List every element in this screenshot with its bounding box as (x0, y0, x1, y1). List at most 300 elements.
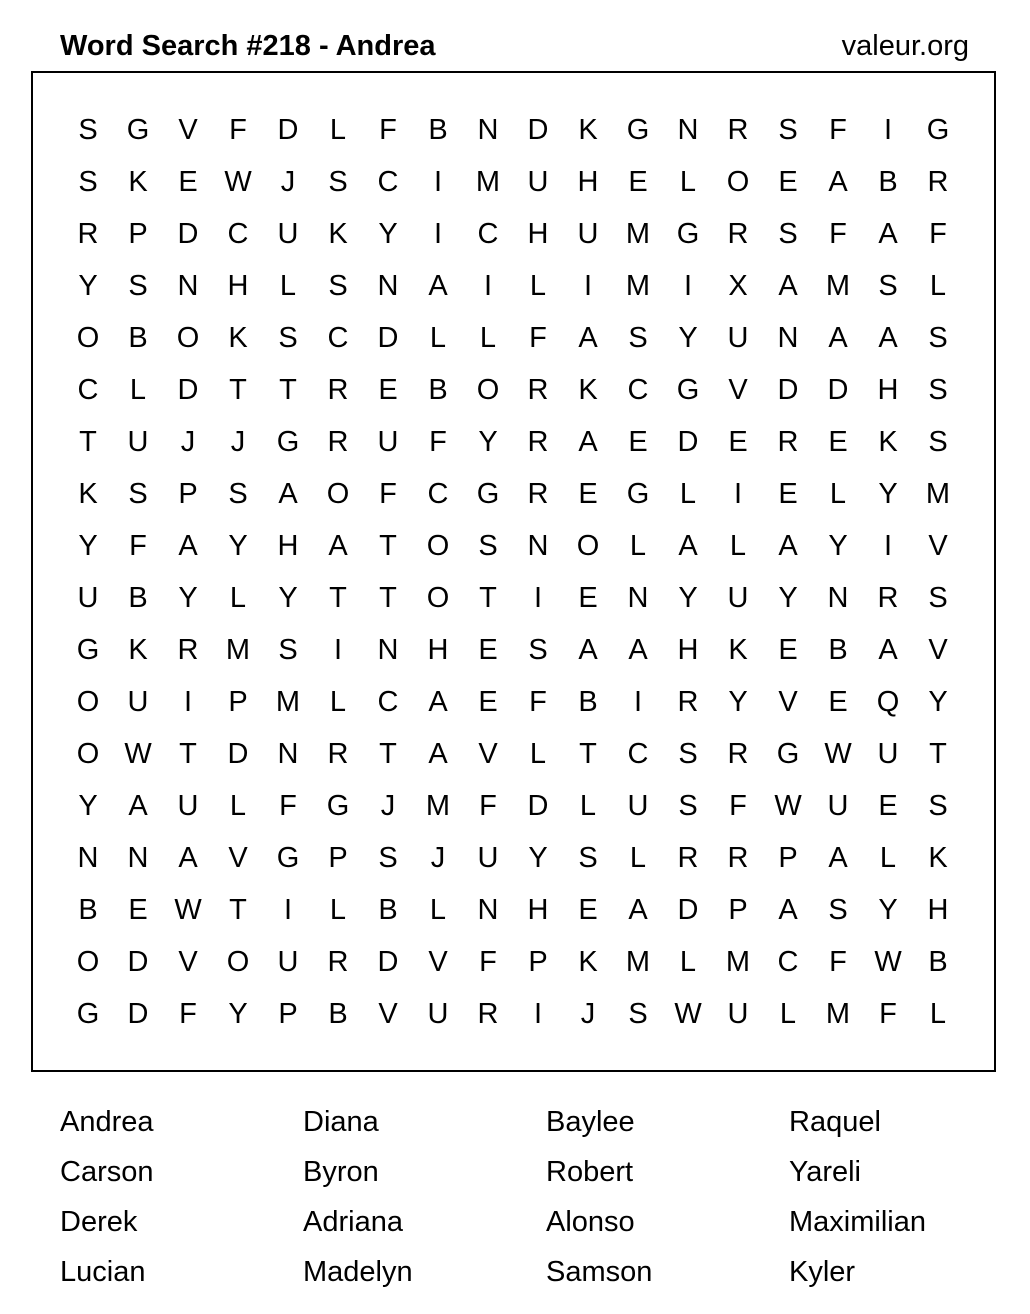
word-list-item: Derek (60, 1206, 138, 1238)
grid-letter: M (625, 217, 651, 250)
grid-letter: A (428, 269, 448, 302)
grid-letter: G (676, 373, 700, 406)
grid-letter: G (776, 737, 800, 770)
grid-letter: J (180, 425, 196, 458)
grid-letter: F (179, 997, 197, 1030)
grid-letter: R (527, 477, 549, 510)
grid-letter: N (627, 581, 649, 614)
grid-letter: H (927, 893, 949, 926)
grid-letter: V (478, 737, 498, 770)
grid-letter: D (527, 113, 549, 146)
grid-letter: R (327, 737, 349, 770)
grid-letter: F (479, 945, 497, 978)
grid-letter: K (128, 165, 148, 198)
grid-letter: C (377, 165, 399, 198)
word-list-item: Yareli (789, 1156, 861, 1188)
grid-letter: V (428, 945, 448, 978)
grid-letter: N (477, 893, 499, 926)
grid-letter: Y (278, 581, 298, 614)
grid-letter: L (329, 113, 347, 146)
grid-letter: H (527, 217, 549, 250)
grid-letter: F (529, 685, 547, 718)
grid-letter: O (326, 477, 350, 510)
grid-letter: E (778, 165, 798, 198)
grid-letter: A (878, 217, 898, 250)
grid-letter: O (76, 737, 100, 770)
grid-letter: F (379, 477, 397, 510)
word-list-item: Adriana (303, 1206, 403, 1238)
grid-letter: S (678, 789, 698, 822)
grid-letter: U (827, 789, 849, 822)
grid-letter: E (828, 425, 848, 458)
grid-letter: F (479, 789, 497, 822)
grid-letter: E (378, 373, 398, 406)
grid-letter: I (683, 269, 693, 302)
grid-letter: E (778, 477, 798, 510)
grid-letter: L (929, 997, 947, 1030)
grid-letter: U (77, 581, 99, 614)
grid-letter: V (178, 945, 198, 978)
grid-letter: O (226, 945, 250, 978)
grid-letter: R (327, 425, 349, 458)
grid-letter: I (533, 997, 543, 1030)
grid-letter: F (929, 217, 947, 250)
grid-letter: E (778, 633, 798, 666)
grid-letter: H (227, 269, 249, 302)
grid-letter: I (633, 685, 643, 718)
grid-letter: B (878, 165, 898, 198)
grid-letter: N (177, 269, 199, 302)
grid-letter: N (527, 529, 549, 562)
grid-letter: C (627, 737, 649, 770)
grid-letter: T (279, 373, 297, 406)
grid-letter: D (177, 373, 199, 406)
grid-letter: P (278, 997, 298, 1030)
grid-letter: L (329, 893, 347, 926)
grid-letter: H (427, 633, 449, 666)
grid-letter: H (677, 633, 699, 666)
grid-letter: P (728, 893, 748, 926)
grid-letter: N (477, 113, 499, 146)
grid-letter: C (227, 217, 249, 250)
grid-letter: D (127, 945, 149, 978)
grid-letter: T (179, 737, 197, 770)
grid-letter: B (928, 945, 948, 978)
grid-letter: S (778, 217, 798, 250)
grid-letter: A (778, 529, 798, 562)
grid-letter: E (478, 685, 498, 718)
word-list-item: Carson (60, 1156, 154, 1188)
grid-letter: Y (678, 321, 698, 354)
grid-letter: H (577, 165, 599, 198)
grid-letter: L (679, 477, 697, 510)
grid-letter: A (628, 893, 648, 926)
grid-letter: S (628, 997, 648, 1030)
grid-letter: D (377, 945, 399, 978)
grid-letter: G (676, 217, 700, 250)
grid-letter: S (528, 633, 548, 666)
word-list-item: Kyler (789, 1256, 856, 1288)
grid-letter: V (928, 633, 948, 666)
grid-letter: K (578, 373, 598, 406)
grid-letter: R (677, 685, 699, 718)
grid-letter: L (279, 269, 297, 302)
grid-letter: E (728, 425, 748, 458)
grid-letter: D (127, 997, 149, 1030)
grid-letter: L (879, 841, 897, 874)
grid-letter: O (576, 529, 600, 562)
grid-letter: T (379, 581, 397, 614)
grid-letter: F (829, 945, 847, 978)
grid-letter: B (578, 685, 598, 718)
grid-letter: A (578, 321, 598, 354)
grid-letter: B (328, 997, 348, 1030)
grid-letter: L (429, 893, 447, 926)
grid-letter: R (77, 217, 99, 250)
grid-letter: P (778, 841, 798, 874)
grid-letter: Y (228, 529, 248, 562)
grid-letter: G (76, 997, 100, 1030)
grid-letter: M (825, 997, 851, 1030)
grid-letter: U (627, 789, 649, 822)
word-list-item: Samson (546, 1256, 653, 1288)
grid-letter: L (579, 789, 597, 822)
site-name: valeur.org (841, 30, 969, 62)
grid-letter: N (127, 841, 149, 874)
grid-letter: E (128, 893, 148, 926)
grid-letter: M (725, 945, 751, 978)
grid-letter: P (128, 217, 148, 250)
grid-letter: U (427, 997, 449, 1030)
grid-letter: C (477, 217, 499, 250)
grid-letter: J (230, 425, 246, 458)
grid-letter: Y (78, 529, 98, 562)
grid-letter: S (828, 893, 848, 926)
grid-letter: F (429, 425, 447, 458)
grid-letter: W (874, 945, 902, 978)
grid-letter: I (333, 633, 343, 666)
grid-letter: H (527, 893, 549, 926)
word-list-item: Diana (303, 1106, 379, 1138)
grid-letter: A (428, 737, 448, 770)
grid-letter: E (578, 893, 598, 926)
grid-letter: S (928, 425, 948, 458)
grid-letter: A (778, 893, 798, 926)
grid-letter: W (824, 737, 852, 770)
grid-letter: R (477, 997, 499, 1030)
grid-letter: S (778, 113, 798, 146)
grid-letter: N (377, 269, 399, 302)
grid-letter: V (378, 997, 398, 1030)
word-list-item: Alonso (546, 1206, 635, 1238)
grid-letter: T (929, 737, 947, 770)
grid-letter: L (229, 789, 247, 822)
grid-letter: Y (228, 997, 248, 1030)
grid-letter: Y (928, 685, 948, 718)
grid-letter: L (729, 529, 747, 562)
grid-letter: A (278, 477, 298, 510)
grid-letter: N (377, 633, 399, 666)
grid-letter: B (378, 893, 398, 926)
grid-letter: Y (528, 841, 548, 874)
grid-letter: Y (828, 529, 848, 562)
grid-letter: E (628, 165, 648, 198)
grid-letter: G (626, 477, 650, 510)
grid-letter: U (277, 217, 299, 250)
grid-letter: F (229, 113, 247, 146)
grid-letter: A (578, 633, 598, 666)
grid-letter: L (629, 529, 647, 562)
grid-letter: S (478, 529, 498, 562)
grid-letter: Y (778, 581, 798, 614)
grid-letter: U (177, 789, 199, 822)
grid-letter: S (878, 269, 898, 302)
grid-letter: M (225, 633, 251, 666)
grid-letter: K (578, 113, 598, 146)
grid-letter: D (677, 893, 699, 926)
grid-letter: A (328, 529, 348, 562)
grid-letter: M (925, 477, 951, 510)
grid-letter: S (278, 321, 298, 354)
grid-letter: R (527, 425, 549, 458)
grid-letter: O (76, 685, 100, 718)
grid-letter: J (580, 997, 596, 1030)
grid-letter: L (679, 945, 697, 978)
grid-letter: S (328, 165, 348, 198)
grid-letter: H (277, 529, 299, 562)
grid-letter: S (678, 737, 698, 770)
grid-letter: S (628, 321, 648, 354)
grid-letter: Y (728, 685, 748, 718)
grid-letter: K (878, 425, 898, 458)
grid-letter: J (280, 165, 296, 198)
grid-letter: L (529, 737, 547, 770)
grid-letter: E (478, 633, 498, 666)
grid-letter: Y (478, 425, 498, 458)
grid-letter: N (77, 841, 99, 874)
grid-letter: L (929, 269, 947, 302)
grid-letter: A (428, 685, 448, 718)
grid-letter: V (178, 113, 198, 146)
grid-letter: L (679, 165, 697, 198)
grid-letter: B (428, 373, 448, 406)
grid-letter: A (828, 841, 848, 874)
grid-letter: G (926, 113, 950, 146)
grid-letter: V (228, 841, 248, 874)
grid-letter: Y (178, 581, 198, 614)
grid-letter: U (577, 217, 599, 250)
grid-letter: T (379, 529, 397, 562)
grid-letter: G (476, 477, 500, 510)
grid-letter: K (128, 633, 148, 666)
grid-letter: B (828, 633, 848, 666)
grid-letter: H (877, 373, 899, 406)
grid-letter: F (279, 789, 297, 822)
grid-letter: A (628, 633, 648, 666)
grid-letter: T (329, 581, 347, 614)
word-list-item: Baylee (546, 1106, 635, 1138)
grid-letter: W (674, 997, 702, 1030)
grid-letter: S (928, 789, 948, 822)
grid-letter: R (777, 425, 799, 458)
grid-letter: S (578, 841, 598, 874)
grid-letter: L (779, 997, 797, 1030)
grid-letter: S (928, 581, 948, 614)
grid-letter: W (774, 789, 802, 822)
grid-letter: D (277, 113, 299, 146)
letter-grid (63, 104, 963, 1040)
grid-letter: L (629, 841, 647, 874)
grid-letter: E (578, 477, 598, 510)
grid-letter: W (124, 737, 152, 770)
grid-letter: K (328, 217, 348, 250)
grid-letter: O (76, 945, 100, 978)
grid-letter: G (326, 789, 350, 822)
grid-letter: U (527, 165, 549, 198)
grid-letter: I (283, 893, 293, 926)
grid-letter: R (677, 841, 699, 874)
grid-letter: Y (678, 581, 698, 614)
grid-letter: G (276, 425, 300, 458)
grid-letter: F (129, 529, 147, 562)
grid-letter: I (433, 217, 443, 250)
grid-letter: I (883, 113, 893, 146)
grid-letter: N (827, 581, 849, 614)
grid-letter: R (727, 737, 749, 770)
grid-letter: U (127, 425, 149, 458)
grid-letter: O (426, 529, 450, 562)
grid-letter: T (229, 373, 247, 406)
grid-letter: V (928, 529, 948, 562)
grid-letter: J (430, 841, 446, 874)
grid-letter: A (878, 321, 898, 354)
grid-letter: X (728, 269, 748, 302)
grid-letter: U (477, 841, 499, 874)
grid-letter: I (533, 581, 543, 614)
grid-letter: D (377, 321, 399, 354)
grid-letter: T (229, 893, 247, 926)
grid-letter: D (177, 217, 199, 250)
grid-letter: R (177, 633, 199, 666)
word-list-item: Byron (303, 1156, 379, 1188)
grid-letter: T (79, 425, 97, 458)
grid-letter: I (433, 165, 443, 198)
grid-letter: V (728, 373, 748, 406)
grid-letter: A (828, 321, 848, 354)
grid-letter: B (78, 893, 98, 926)
grid-letter: U (277, 945, 299, 978)
grid-letter: Y (878, 477, 898, 510)
grid-letter: N (677, 113, 699, 146)
grid-letter: Y (878, 893, 898, 926)
page-title: Word Search #218 - Andrea (60, 30, 436, 62)
grid-letter: J (380, 789, 396, 822)
grid-letter: R (527, 373, 549, 406)
grid-letter: R (327, 945, 349, 978)
grid-letter: A (678, 529, 698, 562)
grid-letter: U (727, 997, 749, 1030)
grid-letter: I (183, 685, 193, 718)
grid-letter: S (378, 841, 398, 874)
grid-letter: A (178, 529, 198, 562)
grid-letter: C (77, 373, 99, 406)
grid-letter: B (128, 321, 148, 354)
grid-letter: O (476, 373, 500, 406)
grid-letter: D (227, 737, 249, 770)
grid-letter: U (727, 581, 749, 614)
grid-letter: R (727, 113, 749, 146)
grid-letter: L (529, 269, 547, 302)
grid-letter: K (228, 321, 248, 354)
grid-letter: W (224, 165, 252, 198)
grid-letter: E (828, 685, 848, 718)
grid-letter: L (479, 321, 497, 354)
grid-letter: E (628, 425, 648, 458)
grid-letter: M (625, 945, 651, 978)
grid-letter: O (176, 321, 200, 354)
grid-letter: M (275, 685, 301, 718)
word-list-item: Robert (546, 1156, 634, 1188)
grid-letter: Y (378, 217, 398, 250)
grid-letter: C (427, 477, 449, 510)
grid-letter: L (829, 477, 847, 510)
grid-letter: O (426, 581, 450, 614)
grid-letter: V (778, 685, 798, 718)
grid-letter: R (877, 581, 899, 614)
grid-letter: K (78, 477, 98, 510)
grid-letter: R (727, 841, 749, 874)
word-list-item: Maximilian (789, 1206, 926, 1238)
grid-letter: C (627, 373, 649, 406)
grid-letter: K (928, 841, 948, 874)
grid-letter: A (878, 633, 898, 666)
grid-letter: C (377, 685, 399, 718)
grid-letter: O (76, 321, 100, 354)
grid-letter: N (777, 321, 799, 354)
grid-letter: P (328, 841, 348, 874)
grid-letter: A (128, 789, 148, 822)
grid-letter: P (178, 477, 198, 510)
grid-letter: S (128, 269, 148, 302)
grid-letter: D (527, 789, 549, 822)
grid-letter: F (529, 321, 547, 354)
grid-letter: M (425, 789, 451, 822)
grid-letter: I (883, 529, 893, 562)
grid-letter: B (128, 581, 148, 614)
grid-letter: O (726, 165, 750, 198)
word-list (60, 1097, 1030, 1297)
grid-letter: E (578, 581, 598, 614)
grid-letter: R (927, 165, 949, 198)
grid-letter: T (479, 581, 497, 614)
grid-letter: C (327, 321, 349, 354)
word-list-item: Raquel (789, 1106, 881, 1138)
word-list-item: Lucian (60, 1256, 146, 1288)
grid-letter: L (129, 373, 147, 406)
grid-letter: F (829, 217, 847, 250)
grid-letter: S (78, 165, 98, 198)
grid-letter: K (578, 945, 598, 978)
grid-letter: S (228, 477, 248, 510)
grid-letter: G (626, 113, 650, 146)
grid-letter: S (328, 269, 348, 302)
grid-letter: F (879, 997, 897, 1030)
grid-letter: S (928, 321, 948, 354)
grid-letter: U (877, 737, 899, 770)
grid-letter: I (483, 269, 493, 302)
grid-letter: W (174, 893, 202, 926)
word-list-item: Madelyn (303, 1256, 413, 1288)
